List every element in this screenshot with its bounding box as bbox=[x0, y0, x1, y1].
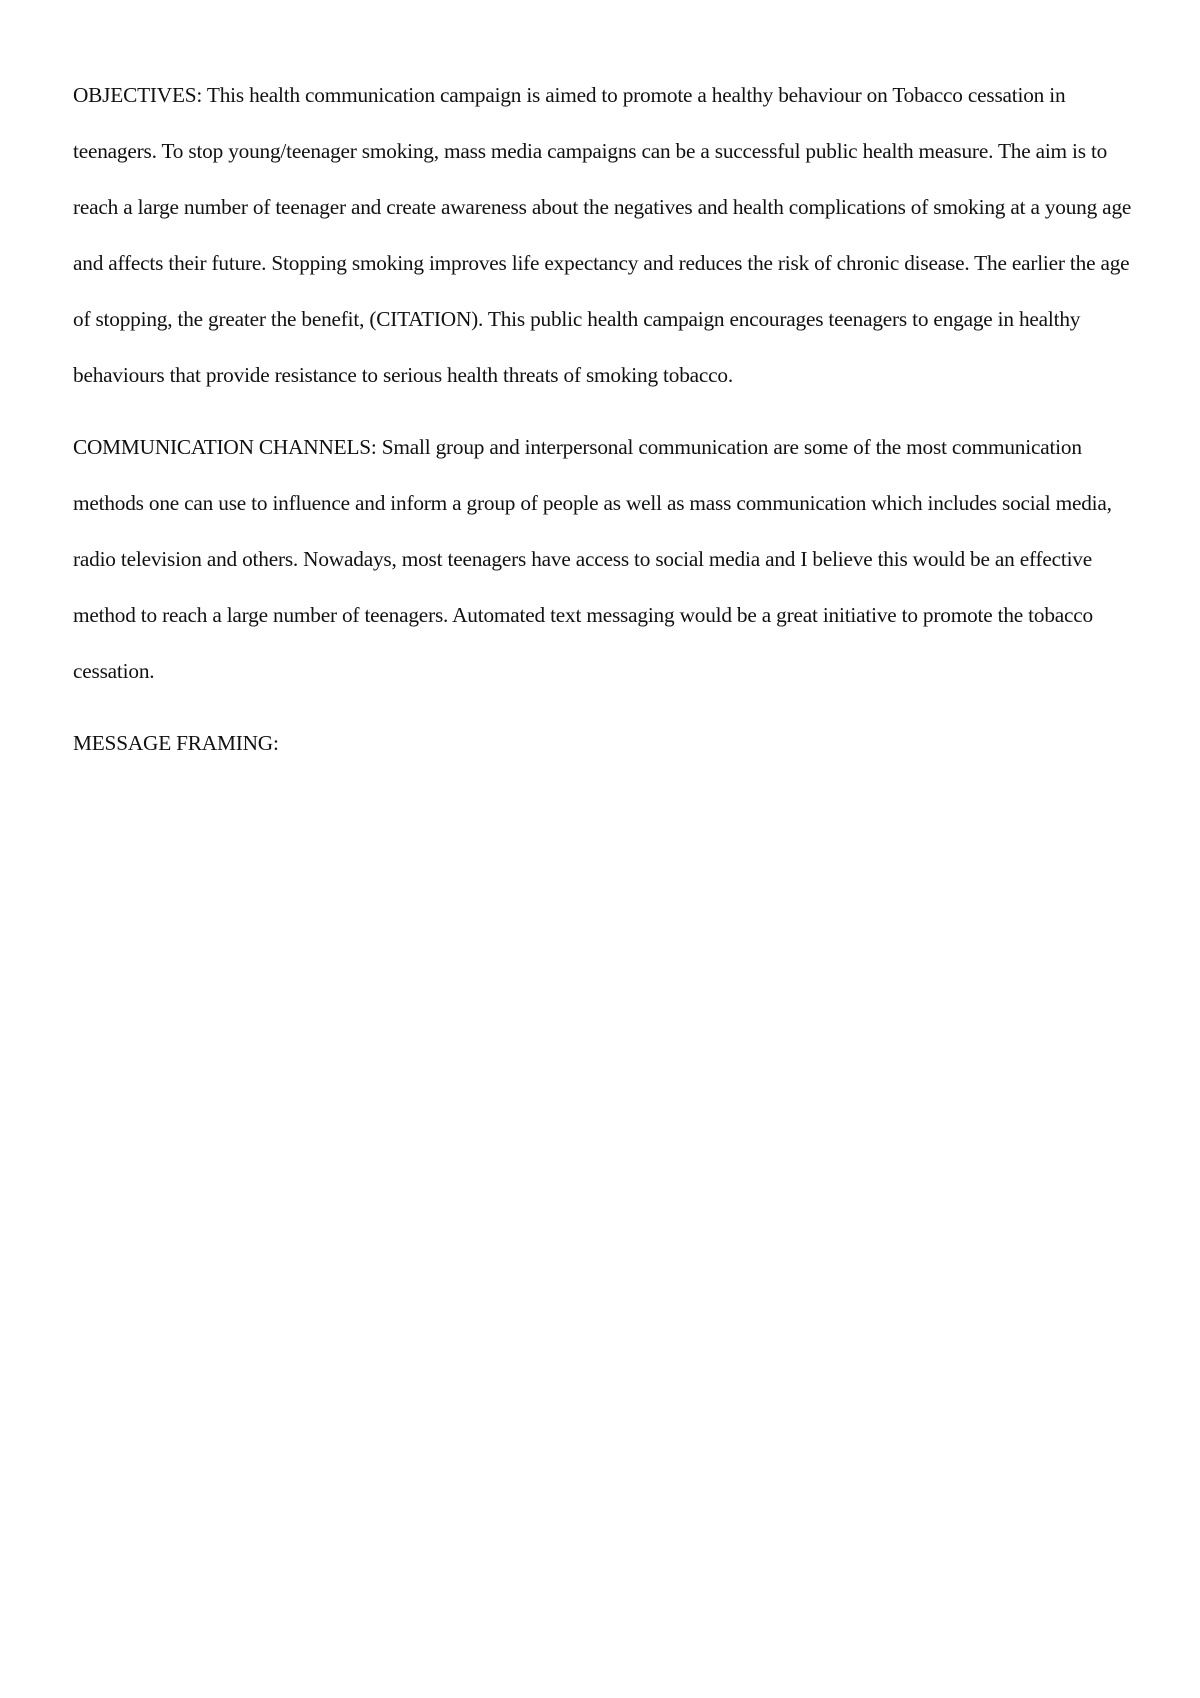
document-body bbox=[73, 67, 1143, 771]
communication-channels-label: COMMUNICATION CHANNELS: bbox=[73, 435, 377, 459]
objectives-text: This health communication campaign is aimed to promote a healthy behaviour on Tobacco cessation in teenagers. To stop young/teenager smoking, mass media campaigns can be a successful public health measure. The aim is to reach a large number of teenager and create awareness about the negatives and health complications of smoking at a young age and affects their future. Stopping smoking improves life expectancy and reduces the risk of chronic disease. The earlier the age of stopping, the greater the benefit, (CITATION). This public health campaign encourages teenagers to engage in healthy behaviours that provide resistance to serious health threats of smoking tobacco. bbox=[73, 83, 1132, 387]
communication-channels-text: Small group and interpersonal communication are some of the most communication methods one can use to influence and inform a group of people as well as mass communication which includes social media, radio television and others. Nowadays, most teenagers have access to social media and I believe this would be an effective method to reach a large number of teenagers. Automated text messaging would be a great initiative to promote the tobacco cessation. bbox=[73, 435, 1112, 683]
objectives-paragraph bbox=[73, 67, 1143, 403]
objectives-label: OBJECTIVES: bbox=[73, 83, 203, 107]
message-framing-label: MESSAGE FRAMING: bbox=[73, 731, 279, 755]
communication-channels-paragraph bbox=[73, 419, 1143, 699]
message-framing-paragraph bbox=[73, 715, 1143, 771]
